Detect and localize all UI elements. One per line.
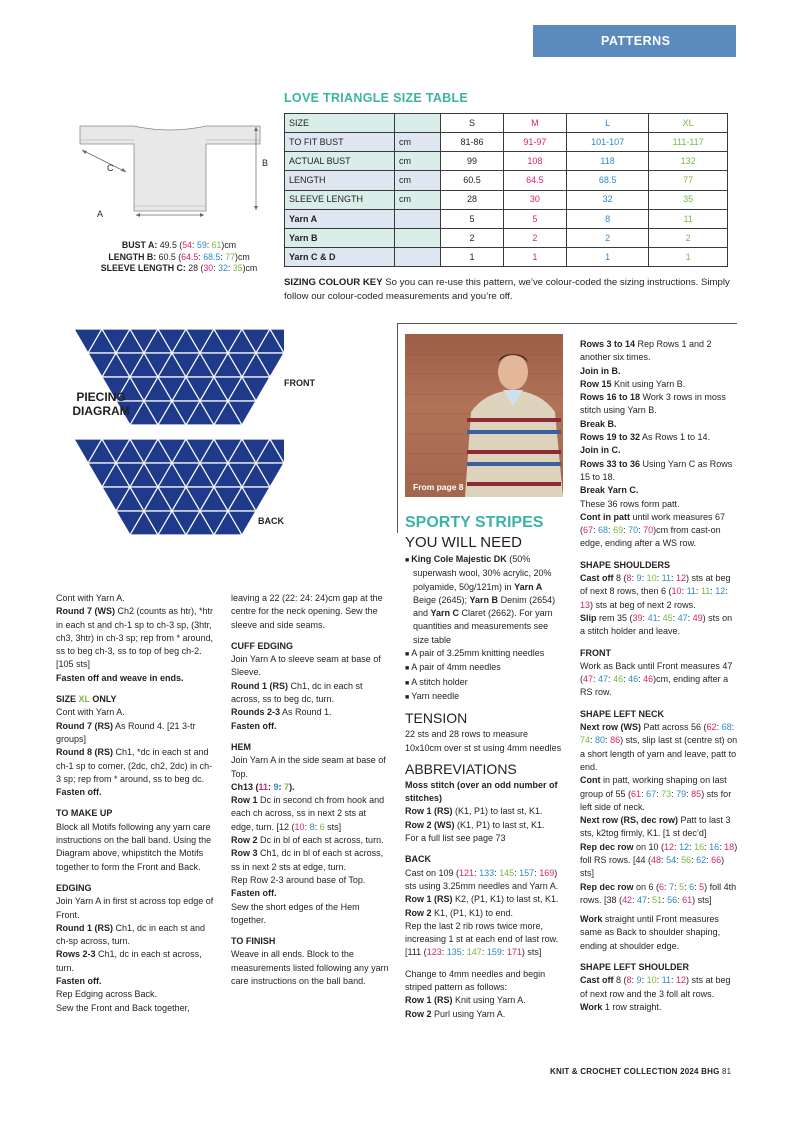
size-table-cell: 1 xyxy=(566,248,649,267)
sizing-colour-key: SIZING COLOUR KEY So you can re-use this pattern, we’ve colour-coded the sizing instructions. Simply follow our colour-coded measurements and you’re off. xyxy=(284,277,730,302)
size-table-row xyxy=(285,133,728,152)
size-table-cell: 5 xyxy=(503,209,566,228)
size-table-cell xyxy=(395,228,441,247)
label-c: C xyxy=(107,163,114,173)
measurements xyxy=(84,240,274,275)
size-table-cell: Yarn C & D xyxy=(285,248,395,267)
measure-c-line xyxy=(82,150,126,172)
size-table-cell: 28 xyxy=(441,190,504,209)
face xyxy=(498,354,528,390)
size-header-cell: S xyxy=(441,114,504,133)
size-table-cell: SLEEVE LENGTH xyxy=(285,190,395,209)
stripe-denim-2 xyxy=(467,462,561,466)
size-table-header xyxy=(285,114,728,133)
pattern-title: SPORTY STRIPES xyxy=(405,514,544,531)
back-label: BACK xyxy=(258,516,284,526)
size-xl-heading: SIZE XL ONLY xyxy=(56,694,117,705)
back-heading: BACK xyxy=(405,854,431,865)
size-table-cell: 32 xyxy=(566,190,649,209)
section-label: PATTERNS xyxy=(601,34,671,48)
size-table-row xyxy=(285,190,728,209)
size-table-cell: 1 xyxy=(503,248,566,267)
to-finish-heading: TO FINISH xyxy=(231,936,276,947)
column-2: leaving a 22 (22: 24: 24)cm gap at the centre for the neck opening. Sew the sleeve and side seams. CUFF EDGING Join Yarn A to sleeve seam at base of Sleeve. Round 1 (RS) Ch1, dc in each st across, ss to beg dc, turn. Rounds 2-3 As Round 1. Fasten off. HEM Join Yarn A in the side seam at base of Top. Ch13 (11: 9: 7). Row 1 Dc in second ch from hook and each ch across, ss in next 2 sts at edge, turn. [12 (10: 8: 6 sts] Row 2 Dc in bl of each st across, turn. Row 3 Ch1, dc in bl of each st across, ss in next 2 sts at edge, turn. Rep Row 2-3 around base of Top. Fasten off. Sew the short edges of the Hem together. TO FINISH Weave in all ends. Block to the measurements listed following any yarn care instructions on the ball band. xyxy=(231,593,389,987)
column-1: Cont with Yarn A. Round 7 (WS) Ch2 (counts as htr), *htr in each st and ch-1 sp to ch-3 sp, (3htr, ch3, 3htr) in ch-3 sp; rep from * around, ss to beg ch-3, ss to top of beg ch-2. [105 sts] Fasten off and weave in ends. SIZE XL ONLY Cont with Yarn A. Round 7 (RS) As Round 4. [21 3-tr groups] Round 8 (RS) Ch1, *dc in each st and ch-1 sp to corner, (2dc, ch2, 2dc) in ch-3 sp; rep from * around, ss to beg dc. Fasten off. TO MAKE UP Block all Motifs following any yarn care instructions on the ball band. Using the Diagram above, whipstitch the Motifs together to form the Front and Back. EDGING Join Yarn A in first st across top edge of Front. Round 1 (RS) Ch1, dc in each st and ch-sp across, turn. Rows 2-3 Ch1, dc in each st across, turn. Fasten off. Rep Edging across Back. Sew the Front and Back together, xyxy=(56,592,216,1015)
model-photo xyxy=(405,334,563,497)
arrow-a-right xyxy=(200,213,204,217)
size-table-row xyxy=(285,248,728,267)
size-table-cell: LENGTH xyxy=(285,171,395,190)
column-3: ■ King Cole Majestic DK (50% superwash wool, 30% acrylic, 20% polyamide, 50g/121m) in Yarn A Beige (2645); Yarn B Denim (2654) and Yarn C Claret (2662). For yarn quantities and measurements see size table ■ A pair of 3.25mm knitting needles ■ A pair of 4mm needles ■ A stitch holder ■ Yarn needle TENSION 22 sts and 28 rows to measure 10x10cm over st st using 4mm needles ABBREVIATIONS Moss stitch (over an odd number of stitches) Row 1 (RS) (K1, P1) to last st, K1. Row 2 (WS) (K1, P1) to last st, K1. For a full list see page 73 BACK Cast on 109 (121: 133: 145: 157: 169) sts using 3.25mm needles and Yarn A. Row 1 (RS) K2, (P1, K1) to last st, K1. Row 2 K1, (P1, K1) to end. Rep the last 2 rib rows twice more, increasing 1 st at each end of last row. [111 (123: 135: 147: 159: 171) sts] Change to 4mm needles and begin striped pattern as follows: Row 1 (RS) Knit using Yarn A. Row 2 Purl using Yarn A. xyxy=(405,553,563,1021)
shape-left-shoulder-heading: SHAPE LEFT SHOULDER xyxy=(580,962,690,973)
piecing-title: PIECING DIAGRAM xyxy=(72,390,130,418)
size-table-cell: cm xyxy=(395,190,441,209)
size-table-cell: 2 xyxy=(566,228,649,247)
size-table-cell: ACTUAL BUST xyxy=(285,152,395,171)
size-header-cell: L xyxy=(566,114,649,133)
size-table-cell: 64.5 xyxy=(503,171,566,190)
size-table-cell: 2 xyxy=(441,228,504,247)
tension-heading: TENSION xyxy=(405,710,468,727)
front-heading: FRONT xyxy=(580,647,611,658)
size-table-row xyxy=(285,171,728,190)
arrow-c-start xyxy=(82,150,87,154)
shape-shoulders-heading: SHAPE SHOULDERS xyxy=(580,559,671,570)
size-header-cell: M xyxy=(503,114,566,133)
label-b: B xyxy=(262,158,269,168)
section-tab xyxy=(533,25,736,57)
abbreviations-heading: ABBREVIATIONS xyxy=(405,760,517,777)
arrow-b-bottom xyxy=(254,206,258,210)
size-table-cell: 1 xyxy=(441,248,504,267)
size-table-cell: TO FIT BUST xyxy=(285,133,395,152)
size-header-cell: SIZE xyxy=(285,114,395,133)
size-table-cell: 8 xyxy=(566,209,649,228)
size-table-cell: 68.5 xyxy=(566,171,649,190)
edging-heading: EDGING xyxy=(56,882,92,893)
size-table-cell: 91-97 xyxy=(503,133,566,152)
size-table-title: LOVE TRIANGLE SIZE TABLE xyxy=(284,91,469,105)
size-table-cell: 101-107 xyxy=(566,133,649,152)
size-table-cell: Yarn B xyxy=(285,228,395,247)
size-table-cell: 11 xyxy=(649,209,728,228)
page-footer: KNIT & CROCHET COLLECTION 2024 BHG 81 xyxy=(550,1067,732,1076)
length-measure: LENGTH B: 60.5 (64.5: 68.5: 77)cm xyxy=(108,251,250,262)
size-table xyxy=(284,113,728,267)
sweater xyxy=(465,390,563,497)
size-header-cell: XL xyxy=(649,114,728,133)
size-table-cell xyxy=(395,248,441,267)
size-table-cell: 77 xyxy=(649,171,728,190)
cuff-edging-heading: CUFF EDGING xyxy=(231,640,293,651)
piecing-diagram xyxy=(74,327,284,542)
you-will-need-heading: YOU WILL NEED xyxy=(405,534,522,551)
arrow-a-left xyxy=(136,213,140,217)
size-table-row xyxy=(285,209,728,228)
size-table-cell: 2 xyxy=(649,228,728,247)
size-table-cell: 118 xyxy=(566,152,649,171)
photo-caption: From page 8 xyxy=(413,482,464,492)
size-table-cell: 99 xyxy=(441,152,504,171)
size-table-cell: 108 xyxy=(503,152,566,171)
column-4: Rows 3 to 14 Rep Rows 1 and 2 another six times. Join in B. Row 15 Knit using Yarn B. Rows 16 to 18 Work 3 rows in moss stitch using Yarn B. Break B. Rows 19 to 32 As Rows 1 to 14. Join in C. Rows 33 to 36 Using Yarn C as Rows 15 to 18. Break Yarn C. These 36 rows form patt. Cont in patt until work measures 67 (67: 68: 69: 70: 70)cm from cast-on edge, ending after a WS row. SHAPE SHOULDERS Cast off 8 (8: 9: 10: 11: 12) sts at beg of next 8 rows, then 6 (10: 11: 11: 12: 13) sts at beg of next 2 rows. Slip rem 35 (39: 41: 45: 47: 49) sts on a stitch holder and leave. FRONT Work as Back until Front measures 47 (47: 47: 46: 46: 46)cm, ending after a RS row. SHAPE LEFT NECK Next row (WS) Patt across 56 (62: 68: 74: 80: 86) sts, slip last st (centre st) on a short length of yarn and leave, patt to end. Cont in patt, working shaping on last group of 55 (61: 67: 73: 79: 85) sts for left side of neck. Next row (RS, dec row) Patt to last 3 sts, k2tog firmly, K1. [1 st dec’d] Rep dec row on 10 (12: 12: 16: 16: 18) foll RS rows. [44 (48: 54: 56: 62: 66) sts] Rep dec row on 6 (6: 7: 5: 6: 5) foll 4th rows. [38 (42: 47: 51: 56: 61) sts] Work straight until Front measures same as Back to shoulder shaping, ending at shoulder edge. SHAPE LEFT SHOULDER Cast off 8 (8: 9: 10: 11: 12) sts at beg of next row and the 3 foll alt rows. Work 1 row straight. xyxy=(580,339,738,1012)
size-table-cell: 60.5 xyxy=(441,171,504,190)
label-a: A xyxy=(97,209,104,219)
size-table-cell: 81-86 xyxy=(441,133,504,152)
size-table-cell: cm xyxy=(395,133,441,152)
size-table-cell: 30 xyxy=(503,190,566,209)
size-table-cell: cm xyxy=(395,152,441,171)
stripe-claret xyxy=(467,418,561,422)
size-table-row xyxy=(285,228,728,247)
size-table-cell: cm xyxy=(395,171,441,190)
size-table-cell: 1 xyxy=(649,248,728,267)
stripe-claret-2 xyxy=(467,450,561,454)
stripe-claret-3 xyxy=(467,482,561,486)
size-table-cell xyxy=(395,209,441,228)
bust-measure: BUST A: 49.5 (54: 59: 61)cm xyxy=(121,240,237,250)
sleeve-measure: SLEEVE LENGTH C: 28 (30: 32: 35)cm xyxy=(100,263,258,273)
size-table-row xyxy=(285,152,728,171)
stripe-denim xyxy=(467,430,561,434)
make-up-heading: TO MAKE UP xyxy=(56,808,113,819)
hem-heading: HEM xyxy=(231,741,251,752)
size-table-cell: 111-117 xyxy=(649,133,728,152)
arrow-c-end xyxy=(121,168,126,172)
size-table-cell: 132 xyxy=(649,152,728,171)
size-table-cell: 5 xyxy=(441,209,504,228)
size-header-cell xyxy=(395,114,441,133)
shape-left-neck-heading: SHAPE LEFT NECK xyxy=(580,708,665,719)
size-table-cell: Yarn A xyxy=(285,209,395,228)
size-table-cell: 2 xyxy=(503,228,566,247)
front-label: FRONT xyxy=(284,378,315,388)
photo-illustration xyxy=(405,334,563,497)
size-table-cell: 35 xyxy=(649,190,728,209)
